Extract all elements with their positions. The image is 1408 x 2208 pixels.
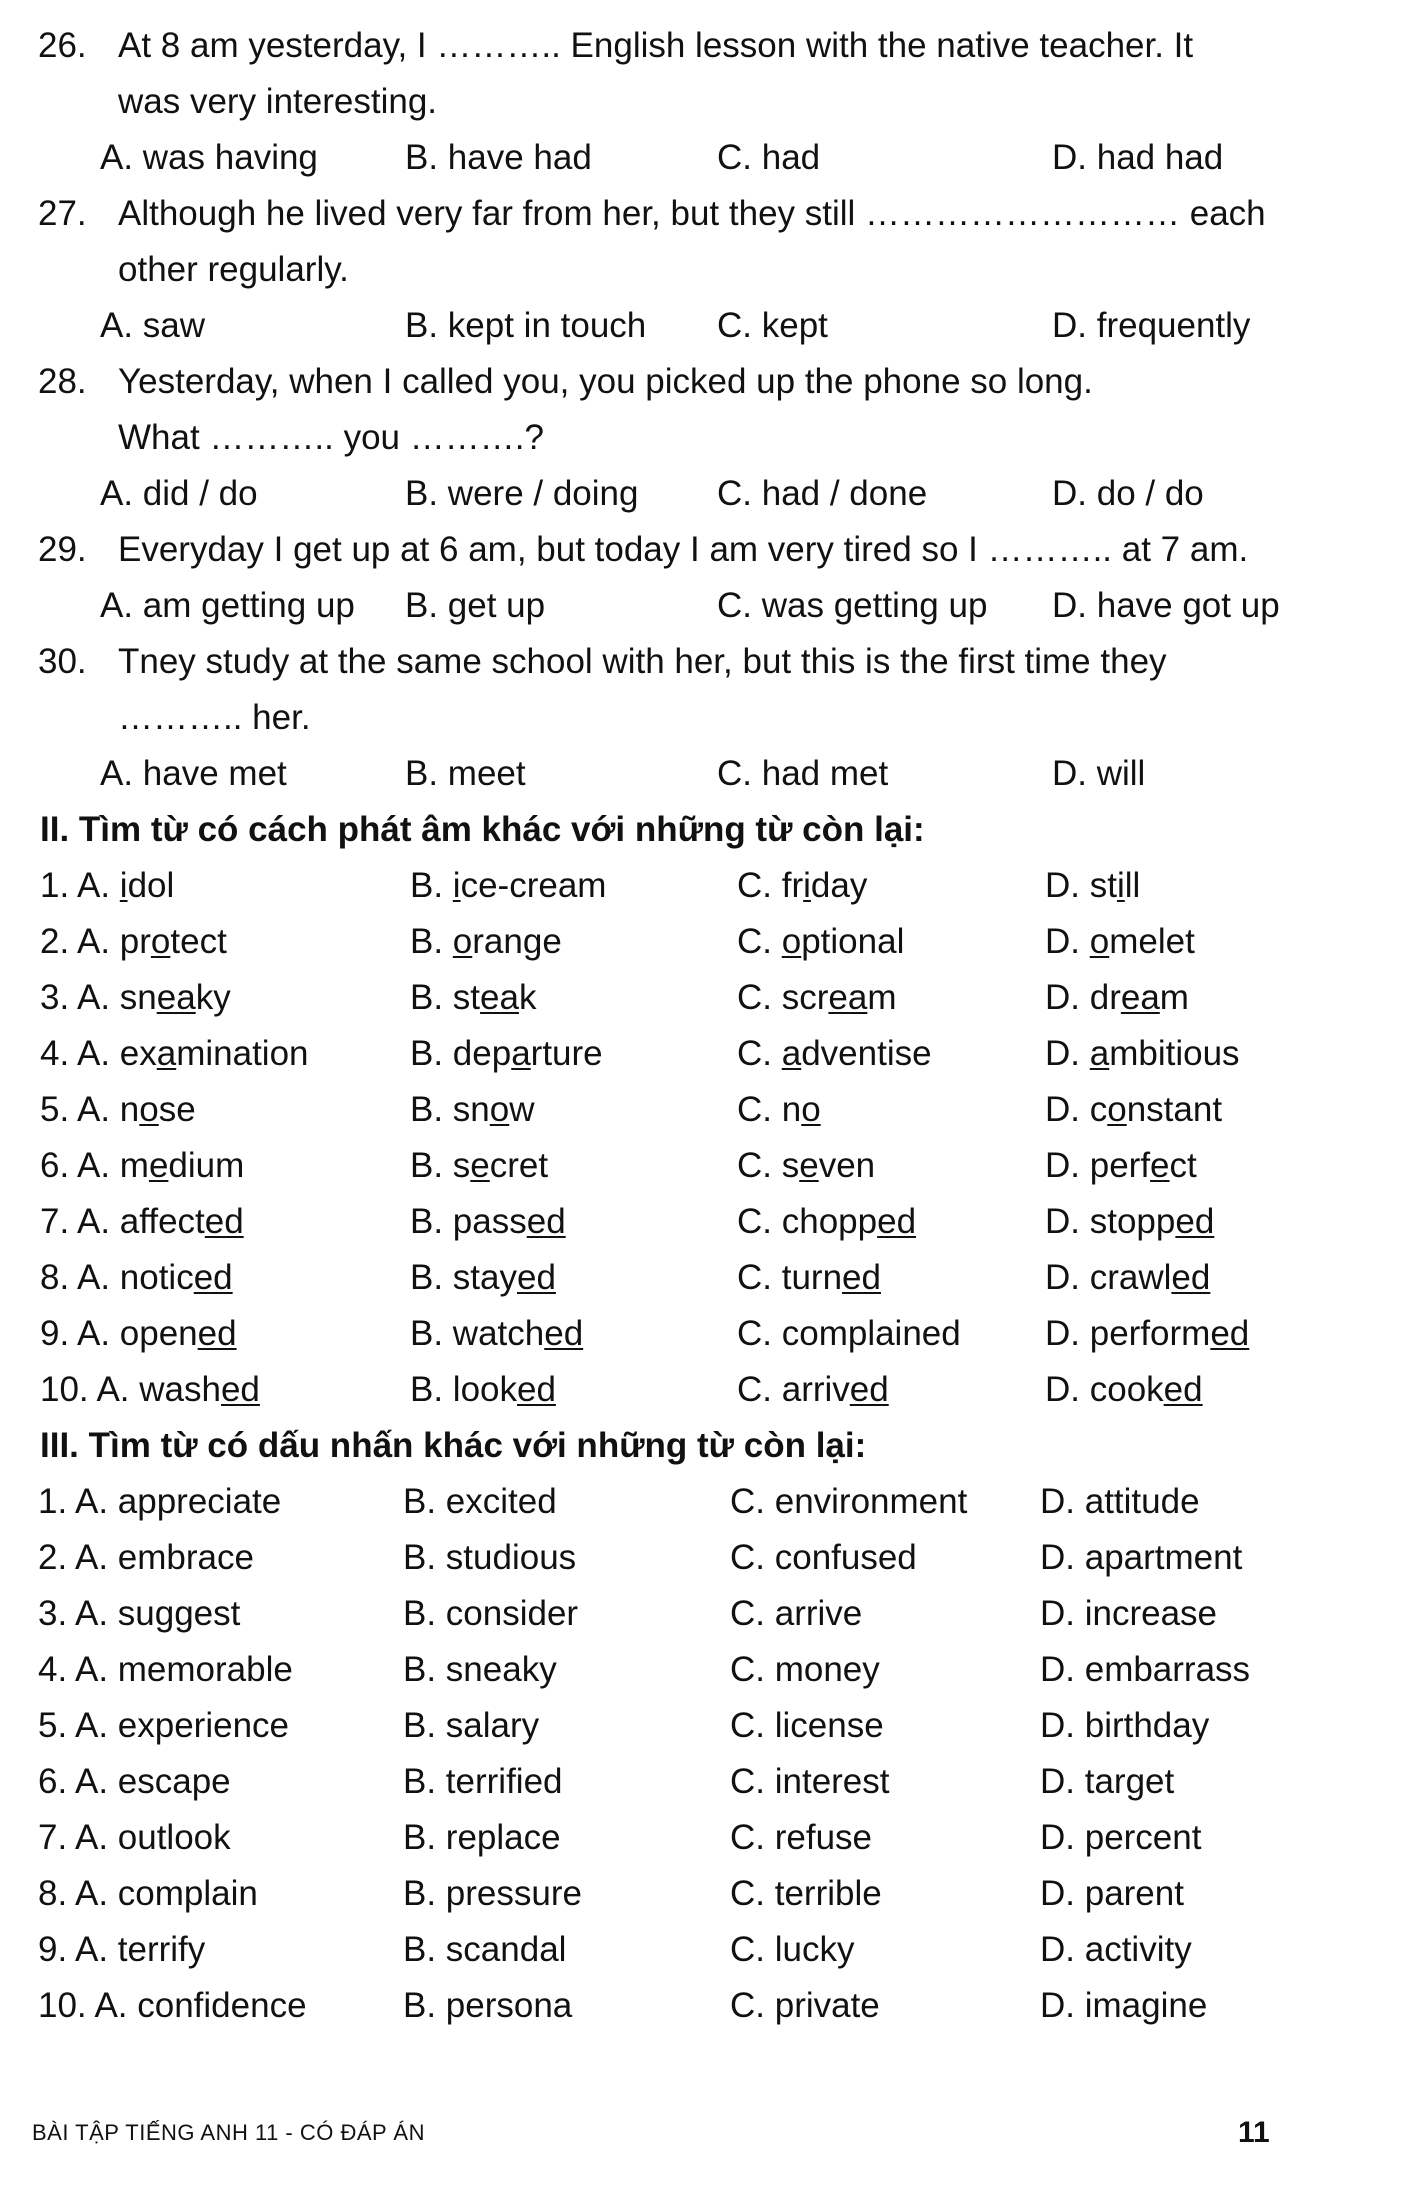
word-part: cret [489, 1146, 549, 1185]
answer-option: D. frequently [1052, 306, 1251, 345]
answer-option: D. will [1052, 754, 1146, 793]
underlined-sound: e [148, 1146, 169, 1185]
word-part: D. [1045, 1146, 1090, 1185]
word-part: D. [1045, 978, 1090, 1017]
underlined-sound: o [1089, 922, 1110, 961]
underlined-sound: e [470, 1146, 490, 1185]
underlined-sound: ed [1210, 1314, 1250, 1353]
word-part: sn [119, 978, 157, 1017]
word-option: D. imagine [1040, 1986, 1208, 2025]
word-part: 2. A. [40, 922, 120, 961]
word-option [737, 1142, 875, 1190]
word-option: C. license [730, 1706, 884, 1745]
word-option: 7. A. outlook [38, 1818, 231, 1857]
word-option [40, 1254, 233, 1302]
word-part: n [781, 1090, 802, 1129]
question-number: 30. [38, 642, 87, 681]
answer-options [0, 134, 1408, 194]
word-part: s [781, 1146, 800, 1185]
pronunciation-row [0, 1142, 1408, 1202]
word-part: m [1159, 978, 1189, 1017]
underlined-sound: o [452, 922, 473, 961]
word-option [1045, 1086, 1222, 1134]
word-part: 6. A. [40, 1146, 120, 1185]
question-stem-continued [0, 246, 1408, 306]
word-option [737, 918, 904, 966]
underlined-sound: e [1150, 1146, 1170, 1185]
question-text: Tney study at the same school with her, but this is the first time they [118, 642, 1167, 681]
word-part: turn [781, 1258, 843, 1297]
underlined-sound: e [799, 1146, 819, 1185]
question-number: 27. [38, 194, 87, 233]
word-option: 4. A. memorable [38, 1650, 293, 1689]
stress-row [0, 1926, 1408, 1986]
word-part: m [867, 978, 897, 1017]
stress-row [0, 1478, 1408, 1538]
answer-option: B. kept in touch [405, 306, 647, 345]
word-option [40, 1142, 244, 1190]
word-option [737, 1030, 932, 1078]
word-option [410, 974, 536, 1022]
word-part: 3. A. [40, 978, 120, 1017]
word-option [410, 1030, 603, 1078]
underlined-sound: ed [517, 1258, 556, 1297]
word-part: cook [1089, 1370, 1164, 1409]
question-text-continued: was very interesting. [118, 82, 438, 121]
word-option: 6. A. escape [38, 1762, 231, 1801]
question-text: Yesterday, when I called you, you picked up the phone so long. [118, 362, 1093, 401]
answer-option: B. were / doing [405, 474, 639, 513]
word-option: B. replace [403, 1818, 561, 1857]
question-stem-continued [0, 78, 1408, 138]
word-part: 8. A. [40, 1258, 120, 1297]
word-part: C. [737, 1090, 782, 1129]
word-option: B. persona [403, 1986, 573, 2025]
word-option [1045, 1366, 1203, 1414]
word-option: C. lucky [730, 1930, 855, 1969]
underlined-sound: ed [544, 1314, 584, 1353]
underlined-sound: i [452, 866, 461, 905]
word-option [1045, 1030, 1240, 1078]
word-option: C. private [730, 1986, 880, 2025]
underlined-sound: o [150, 922, 171, 961]
underlined-sound: ea [828, 978, 868, 1017]
word-part: notic [119, 1258, 194, 1297]
word-part: dventise [801, 1034, 932, 1073]
underlined-sound: a [781, 1034, 802, 1073]
underlined-sound: i [119, 866, 128, 905]
word-option: D. attitude [1040, 1482, 1200, 1521]
underlined-sound: ed [204, 1202, 244, 1241]
word-part: C. [737, 1146, 782, 1185]
word-part: 1. A. [40, 866, 120, 905]
section-title: II. Tìm từ có cách phát âm khác với những từ còn lại: [40, 810, 925, 849]
word-part: ct [1169, 1146, 1197, 1185]
word-part: k [518, 978, 537, 1017]
underlined-sound: a [1089, 1034, 1110, 1073]
word-part: dep [452, 1034, 512, 1073]
word-part: B. [410, 1258, 453, 1297]
word-part: 5. A. [40, 1090, 120, 1129]
question-stem [0, 526, 1408, 586]
underlined-sound: ed [197, 1314, 237, 1353]
question-stem [0, 358, 1408, 418]
word-option [40, 1086, 196, 1134]
underlined-sound: ed [1175, 1202, 1215, 1241]
word-part: D. [1045, 866, 1090, 905]
word-part: s [452, 1146, 471, 1185]
word-part: mbitious [1109, 1034, 1240, 1073]
word-option [1045, 974, 1189, 1022]
word-option [1045, 1198, 1214, 1246]
stress-row [0, 1982, 1408, 2042]
word-part: ky [195, 978, 231, 1017]
word-option: D. apartment [1040, 1538, 1243, 1577]
word-part: chopp [781, 1202, 878, 1241]
word-part: 9. A. [40, 1314, 120, 1353]
answer-option: D. have got up [1052, 586, 1280, 625]
word-option [40, 974, 231, 1022]
answer-option: C. was getting up [717, 586, 988, 625]
word-part: D. [1045, 1370, 1090, 1409]
underlined-sound: o [1107, 1090, 1127, 1129]
word-option: B. consider [403, 1594, 579, 1633]
word-option [1045, 1310, 1249, 1358]
page-number: 11 [1238, 2116, 1270, 2149]
word-part: dium [168, 1146, 245, 1185]
word-option: B. sneaky [403, 1650, 557, 1689]
word-part: D. [1045, 1314, 1090, 1353]
word-part: stay [452, 1258, 517, 1297]
underlined-sound: ed [842, 1258, 881, 1297]
underlined-sound: ed [1163, 1370, 1203, 1409]
answer-option: A. was having [100, 138, 318, 177]
question-text: Everyday I get up at 6 am, but today I am very tired so I ……….. at 7 am. [118, 530, 1249, 569]
underlined-sound: ed [517, 1370, 556, 1409]
word-option: B. scandal [403, 1930, 567, 1969]
answer-options [0, 582, 1408, 642]
word-part: open [119, 1314, 198, 1353]
pronunciation-row [0, 1086, 1408, 1146]
word-part: nstant [1126, 1090, 1223, 1129]
answer-option: B. have had [405, 138, 592, 177]
answer-option: C. had met [717, 754, 889, 793]
word-option: 3. A. suggest [38, 1594, 241, 1633]
word-option [1045, 1254, 1210, 1302]
pronunciation-row [0, 974, 1408, 1034]
word-part: ce-cream [460, 866, 607, 905]
word-part: crawl [1089, 1258, 1172, 1297]
word-option: D. target [1040, 1762, 1175, 1801]
word-part: B. [410, 1090, 453, 1129]
question-number: 28. [38, 362, 87, 401]
word-part: C. [737, 866, 782, 905]
word-part: C. [737, 1258, 782, 1297]
word-part: B. [410, 1202, 453, 1241]
word-option: D. birthday [1040, 1706, 1210, 1745]
word-part: melet [1109, 922, 1195, 961]
word-option: B. salary [403, 1706, 540, 1745]
word-option: D. parent [1040, 1874, 1184, 1913]
question-text-continued: other regularly. [118, 250, 349, 289]
word-option: 8. A. complain [38, 1874, 258, 1913]
underlined-sound: ed [193, 1258, 233, 1297]
underlined-sound: a [156, 1034, 177, 1073]
question-number: 29. [38, 530, 87, 569]
word-part: pass [452, 1202, 527, 1241]
underlined-sound: o [781, 922, 802, 961]
word-option: C. terrible [730, 1874, 882, 1913]
underlined-sound: ed [220, 1370, 260, 1409]
word-option [40, 1366, 260, 1414]
word-part: B. [410, 1034, 453, 1073]
word-part: st [1089, 866, 1117, 905]
word-part: sn [452, 1090, 490, 1129]
word-option: C. confused [730, 1538, 917, 1577]
stress-row [0, 1702, 1408, 1762]
pronunciation-row [0, 1366, 1408, 1426]
word-part: day [810, 866, 868, 905]
word-part: se [158, 1090, 196, 1129]
word-part: B. [410, 922, 453, 961]
word-option: D. activity [1040, 1930, 1192, 1969]
answer-option: A. did / do [100, 474, 258, 513]
answer-options [0, 302, 1408, 362]
word-option [410, 918, 562, 966]
word-option [737, 1198, 916, 1246]
question-text-continued: ……….. her. [118, 698, 311, 737]
underlined-sound: o [489, 1090, 510, 1129]
word-option: 1. A. appreciate [38, 1482, 282, 1521]
word-part: 4. A. [40, 1034, 120, 1073]
word-option: B. excited [403, 1482, 557, 1521]
word-option [40, 1030, 309, 1078]
question-text: Although he lived very far from her, but they still ……………………… each [118, 194, 1266, 233]
stress-row [0, 1590, 1408, 1650]
word-option [40, 918, 227, 966]
section-title: III. Tìm từ có dấu nhấn khác với những từ còn lại: [40, 1426, 867, 1465]
word-part: D. [1045, 1090, 1090, 1129]
word-option [410, 1366, 556, 1414]
answer-option: D. do / do [1052, 474, 1204, 513]
word-part: watch [452, 1314, 545, 1353]
word-part: B. [410, 866, 453, 905]
question-text: At 8 am yesterday, I ……….. English lesson with the native teacher. It [118, 26, 1194, 65]
underlined-sound: a [511, 1034, 531, 1073]
stress-row [0, 1758, 1408, 1818]
underlined-sound: o [801, 1090, 821, 1129]
question-stem-continued [0, 414, 1408, 474]
underlined-sound: i [1116, 866, 1125, 905]
word-part: C. [737, 978, 782, 1017]
pronunciation-row [0, 1030, 1408, 1090]
word-part: C. [737, 1202, 782, 1241]
answer-option: D. had had [1052, 138, 1224, 177]
word-part: B. [410, 1314, 453, 1353]
pronunciation-row [0, 918, 1408, 978]
word-option [737, 1366, 889, 1414]
answer-option: B. get up [405, 586, 546, 625]
word-option: B. studious [403, 1538, 577, 1577]
word-part: ll [1124, 866, 1141, 905]
word-option: C. interest [730, 1762, 890, 1801]
word-option [737, 862, 867, 910]
word-part: look [452, 1370, 518, 1409]
stress-row [0, 1646, 1408, 1706]
word-option: C. money [730, 1650, 880, 1689]
word-part: mination [176, 1034, 309, 1073]
question-stem [0, 22, 1408, 82]
word-part: D. [1045, 1258, 1090, 1297]
word-option [737, 1254, 881, 1302]
underlined-sound: ed [849, 1370, 889, 1409]
answer-option: C. kept [717, 306, 828, 345]
underlined-sound: i [803, 866, 811, 905]
question-number: 26. [38, 26, 87, 65]
word-option [410, 1198, 566, 1246]
word-part: B. [410, 1146, 453, 1185]
word-part: stopp [1089, 1202, 1176, 1241]
pronunciation-row [0, 1254, 1408, 1314]
word-part: dr [1089, 978, 1121, 1017]
word-option: D. increase [1040, 1594, 1218, 1633]
word-option: 5. A. experience [38, 1706, 289, 1745]
word-part: m [119, 1146, 149, 1185]
word-part: B. [410, 1370, 453, 1409]
question-stem-continued [0, 694, 1408, 754]
word-option [1045, 918, 1195, 966]
pronunciation-row [0, 1310, 1408, 1370]
answer-option: C. had [717, 138, 821, 177]
word-option [410, 1254, 556, 1302]
word-part: perf [1089, 1146, 1151, 1185]
word-option: D. percent [1040, 1818, 1202, 1857]
word-option: 10. A. confidence [38, 1986, 307, 2025]
word-part: arriv [781, 1370, 850, 1409]
word-part: C. [737, 1034, 782, 1073]
word-option: 2. A. embrace [38, 1538, 254, 1577]
word-part: affect [119, 1202, 205, 1241]
section-heading [0, 1422, 1408, 1482]
underlined-sound: ed [1171, 1258, 1211, 1297]
word-part: C. [737, 922, 782, 961]
underlined-sound: o [139, 1090, 159, 1129]
stress-row [0, 1870, 1408, 1930]
word-option [40, 1310, 237, 1358]
word-part: D. [1045, 922, 1090, 961]
answer-option: A. saw [100, 306, 206, 345]
page-footer [0, 2116, 1408, 2156]
section-heading [0, 806, 1408, 866]
word-option [410, 1086, 535, 1134]
word-part: C. [737, 1314, 782, 1353]
word-option [410, 1142, 548, 1190]
pronunciation-row [0, 1198, 1408, 1258]
pronunciation-row [0, 862, 1408, 922]
word-option: B. pressure [403, 1874, 582, 1913]
stress-row [0, 1534, 1408, 1594]
word-part: ven [818, 1146, 876, 1185]
answer-option: A. am getting up [100, 586, 355, 625]
word-part: c [1089, 1090, 1108, 1129]
word-part: 7. A. [40, 1202, 120, 1241]
word-option: B. terrified [403, 1762, 563, 1801]
word-part: ptional [801, 922, 905, 961]
word-option: 9. A. terrify [38, 1930, 206, 1969]
word-option [1045, 1142, 1197, 1190]
word-option [40, 1198, 244, 1246]
word-part: n [119, 1090, 140, 1129]
word-part: B. [410, 978, 453, 1017]
answer-option: B. meet [405, 754, 526, 793]
word-option: D. embarrass [1040, 1650, 1251, 1689]
question-stem [0, 190, 1408, 250]
word-part: tect [170, 922, 227, 961]
underlined-sound: ed [526, 1202, 566, 1241]
word-part: 10. A. [40, 1370, 140, 1409]
word-part: pr [119, 922, 151, 961]
word-part: range [472, 922, 562, 961]
book-title: BÀI TẬP TIẾNG ANH 11 - CÓ ĐÁP ÁN [32, 2120, 425, 2145]
word-option [1045, 862, 1140, 910]
answer-options [0, 470, 1408, 530]
answer-option: A. have met [100, 754, 287, 793]
word-option [737, 1086, 821, 1134]
word-part: st [452, 978, 481, 1017]
word-part: perform [1089, 1314, 1211, 1353]
word-option [410, 1310, 583, 1358]
question-text-continued: What ……….. you ……….? [118, 418, 544, 457]
word-option [40, 862, 174, 910]
answer-options [0, 750, 1408, 810]
word-option [737, 1310, 961, 1358]
question-stem [0, 638, 1408, 698]
stress-row [0, 1814, 1408, 1874]
word-part: ex [119, 1034, 157, 1073]
underlined-sound: ea [480, 978, 519, 1017]
word-option: C. arrive [730, 1594, 863, 1633]
word-part: w [509, 1090, 535, 1129]
word-part: fr [781, 866, 804, 905]
answer-option: C. had / done [717, 474, 928, 513]
word-part: D. [1045, 1202, 1090, 1241]
word-part: dol [127, 866, 175, 905]
word-part: D. [1045, 1034, 1090, 1073]
underlined-sound: ed [877, 1202, 917, 1241]
word-part: scr [781, 978, 829, 1017]
word-option [410, 862, 606, 910]
word-part: rture [530, 1034, 603, 1073]
underlined-sound: ea [1120, 978, 1160, 1017]
word-part: complained [781, 1314, 961, 1353]
word-option: C. environment [730, 1482, 968, 1521]
word-option: C. refuse [730, 1818, 872, 1857]
underlined-sound: ea [156, 978, 196, 1017]
word-part: wash [139, 1370, 221, 1409]
word-part: C. [737, 1370, 782, 1409]
word-option [737, 974, 896, 1022]
